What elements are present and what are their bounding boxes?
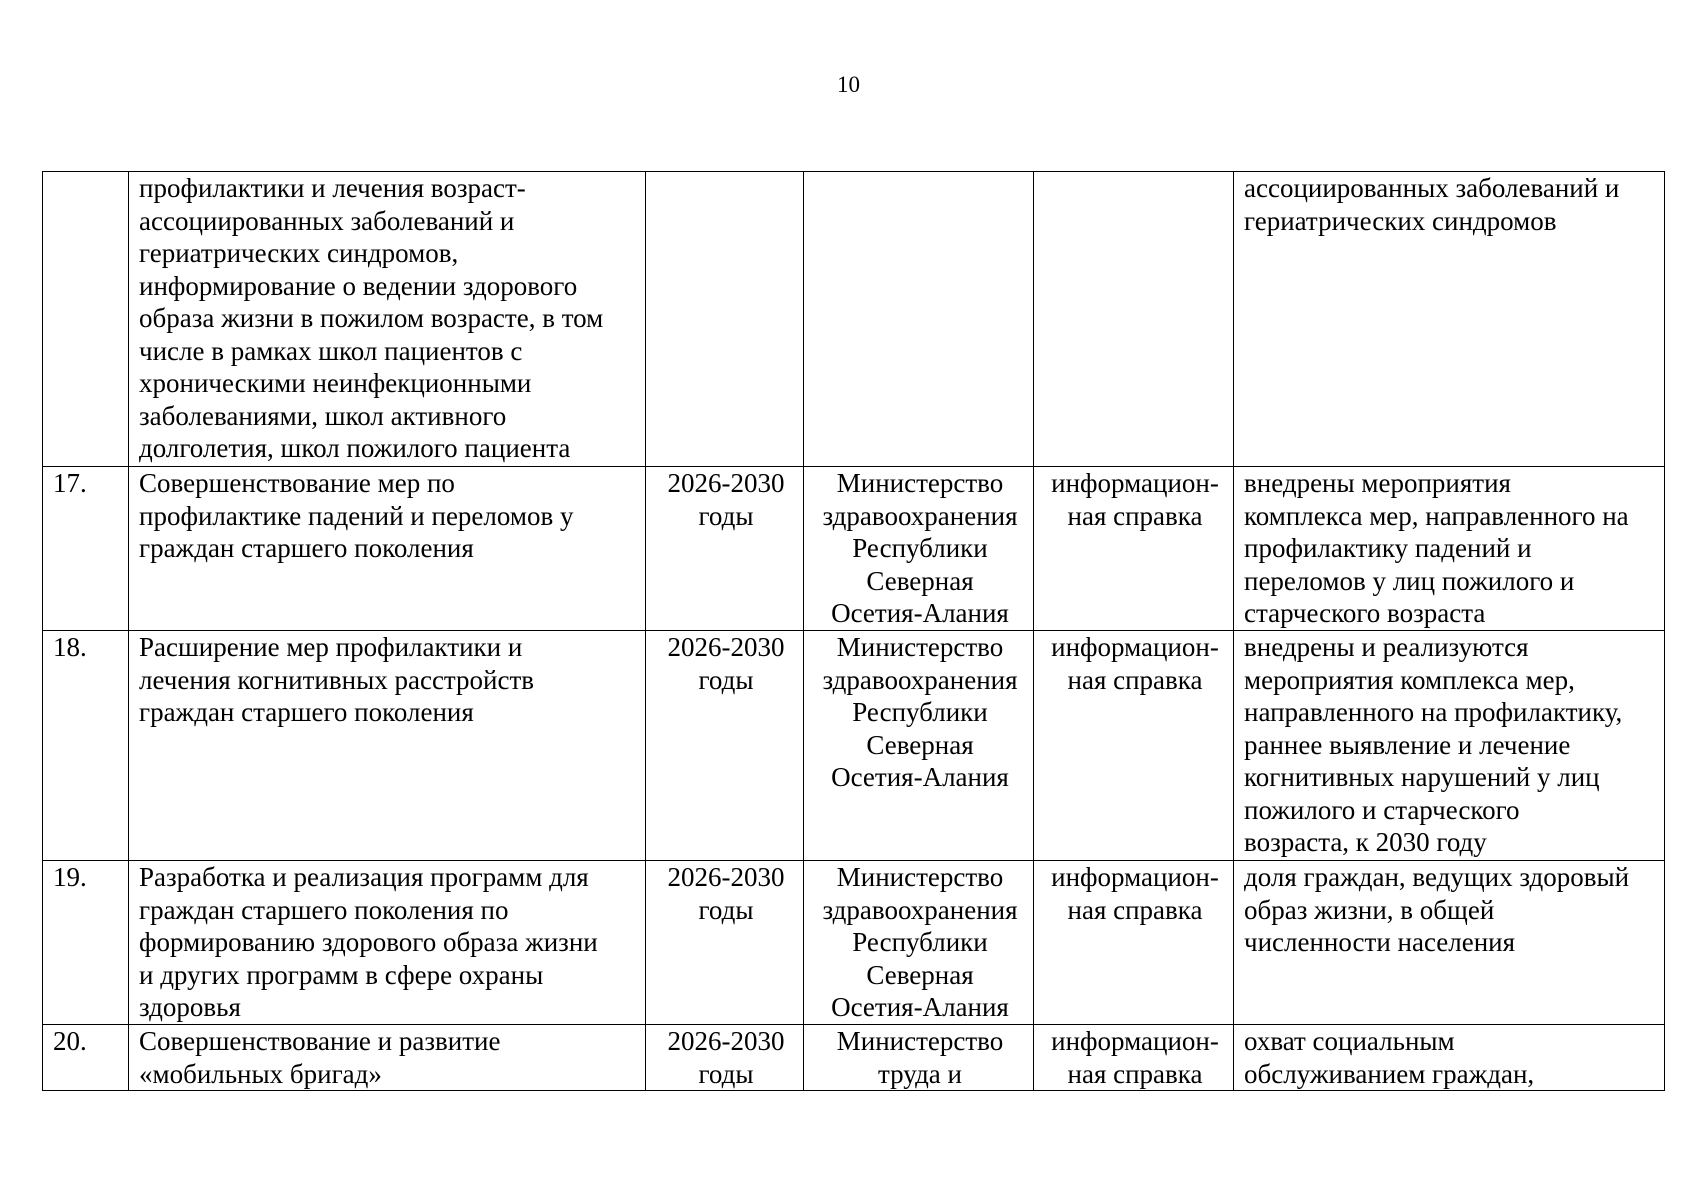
action-line: хроническими неинфекционными (139, 368, 532, 398)
term-line: 2026-2030 (667, 1026, 785, 1056)
row-number-cell (43, 631, 129, 861)
term-line: 2026-2030 (667, 862, 785, 892)
result-line: образ жизни, в общей (1244, 894, 1495, 925)
result-cell (1234, 467, 1665, 631)
responsible-cell (804, 631, 1034, 861)
result-line: пожилого и старческого (1244, 794, 1520, 825)
action-cell (129, 631, 646, 861)
measures-table (42, 171, 1665, 1091)
table-row (43, 861, 1665, 1025)
term-cell (646, 467, 804, 631)
report-form-line: информацион- (1051, 1026, 1219, 1056)
action-line: гериатрических синдромов, (139, 238, 459, 268)
report-form-line: информацион- (1051, 468, 1219, 498)
result-cell (1234, 172, 1665, 467)
action-cell (129, 861, 646, 1025)
result-line: раннее выявление и лечение (1244, 729, 1571, 760)
table-row (43, 467, 1665, 631)
responsible-line: Республики (852, 697, 988, 727)
action-line: Совершенствование мер по (139, 468, 455, 498)
responsible-cell (804, 1025, 1034, 1091)
action-line: граждан старшего поколения по (139, 894, 509, 925)
report-form-cell (1034, 467, 1234, 631)
result-cell (1234, 861, 1665, 1025)
action-line: лечения когнитивных расстройств (139, 664, 535, 695)
result-line: комплекса мер, направленного на (1244, 500, 1629, 531)
term-line: годы (698, 664, 754, 695)
result-line: ассоциированных заболеваний и (1244, 173, 1620, 203)
action-line: граждан старшего поколения (139, 533, 474, 563)
responsible-line: Министерство (836, 1026, 1004, 1056)
result-cell (1234, 1025, 1665, 1091)
term-line: 2026-2030 (667, 632, 785, 662)
term-line: 2026-2030 (667, 468, 785, 498)
report-form-line: ная справка (1067, 1058, 1203, 1089)
responsible-line: Осетия-Алания (831, 598, 1009, 628)
action-cell (129, 1025, 646, 1091)
action-line: граждан старшего поколения (139, 697, 474, 727)
report-form-cell (1034, 861, 1234, 1025)
responsible-line: Осетия-Алания (831, 762, 1009, 792)
result-line: когнитивных нарушений у лиц (1244, 762, 1600, 792)
result-line: внедрены и реализуются (1244, 632, 1529, 662)
responsible-line: Северная (866, 729, 974, 760)
report-form-cell (1034, 1025, 1234, 1091)
action-line: Совершенствование и развитие (139, 1026, 501, 1056)
report-form-cell (1034, 631, 1234, 861)
responsible-line: Республики (852, 533, 988, 563)
term-line: годы (698, 1058, 754, 1089)
report-form-line: ная справка (1067, 500, 1203, 531)
result-line: переломов у лиц пожилого и (1244, 565, 1575, 596)
table-row (43, 631, 1665, 861)
responsible-line: здравоохранения (822, 664, 1018, 695)
action-line: ассоциированных заболеваний и (139, 205, 515, 236)
result-line: внедрены мероприятия (1244, 468, 1511, 498)
term-cell (646, 631, 804, 861)
responsible-line: здравоохранения (822, 894, 1018, 925)
action-line: числе в рамках школ пациентов с (139, 335, 523, 366)
report-form-cell (1034, 172, 1234, 467)
term-line: годы (698, 894, 754, 925)
responsible-line: Северная (866, 565, 974, 596)
action-line: «мобильных бригад» (139, 1058, 382, 1089)
responsible-line: здравоохранения (822, 500, 1018, 531)
result-line: профилактику падений и (1244, 533, 1532, 563)
action-line: долголетия, школ пожилого пациента (139, 433, 571, 463)
row-number: 18. (53, 632, 87, 662)
responsible-line: Министерство (836, 468, 1004, 498)
action-line: профилактике падений и переломов у (139, 500, 574, 531)
result-line: гериатрических синдромов (1244, 205, 1557, 236)
responsible-line: Министерство (836, 862, 1004, 892)
row-number-cell (43, 467, 129, 631)
result-line: старческого возраста (1244, 598, 1486, 628)
responsible-line: Министерство (836, 632, 1004, 662)
row-number-cell (43, 1025, 129, 1091)
report-form-line: ная справка (1067, 894, 1203, 925)
action-line: образа жизни в пожилом возрасте, в том (139, 303, 604, 333)
responsible-cell (804, 467, 1034, 631)
measures-table-body (43, 172, 1665, 1091)
result-line: обслуживанием граждан, (1244, 1058, 1535, 1089)
report-form-line: информацион- (1051, 632, 1219, 662)
responsible-line: Республики (852, 927, 988, 957)
result-line: охват социальным (1244, 1026, 1455, 1056)
action-cell (129, 172, 646, 467)
page-number: 10 (837, 72, 860, 97)
result-cell (1234, 631, 1665, 861)
responsible-line: труда и (878, 1058, 962, 1089)
result-line: направленного на профилактику, (1244, 697, 1623, 727)
result-line: возраста, к 2030 году (1244, 827, 1487, 857)
responsible-cell (804, 861, 1034, 1025)
action-line: информирование о ведении здорового (139, 270, 578, 301)
report-form-line: ная справка (1067, 664, 1203, 695)
result-line: численности населения (1244, 927, 1516, 957)
action-line: здоровья (139, 992, 241, 1022)
term-line: годы (698, 500, 754, 531)
action-line: Расширение мер профилактики и (139, 632, 523, 662)
action-line: заболеваниями, школ активного (139, 400, 507, 431)
result-line: мероприятия комплекса мер, (1244, 664, 1575, 695)
action-line: профилактики и лечения возраст- (139, 173, 526, 203)
term-cell (646, 861, 804, 1025)
row-number-cell (43, 172, 129, 467)
row-number-cell (43, 861, 129, 1025)
term-cell (646, 172, 804, 467)
action-line: Разработка и реализация программ для (139, 862, 589, 892)
result-line: доля граждан, ведущих здоровый (1244, 862, 1630, 892)
row-number: 20. (53, 1026, 87, 1056)
responsible-line: Осетия-Алания (831, 992, 1009, 1022)
responsible-cell (804, 172, 1034, 467)
action-line: и других программ в сфере охраны (139, 959, 544, 990)
row-number: 19. (53, 862, 87, 892)
row-number: 17. (53, 468, 87, 498)
action-cell (129, 467, 646, 631)
term-cell (646, 1025, 804, 1091)
responsible-line: Северная (866, 959, 974, 990)
action-line: формированию здорового образа жизни (139, 927, 598, 957)
table-row (43, 1025, 1665, 1091)
table-row (43, 172, 1665, 467)
report-form-line: информацион- (1051, 862, 1219, 892)
